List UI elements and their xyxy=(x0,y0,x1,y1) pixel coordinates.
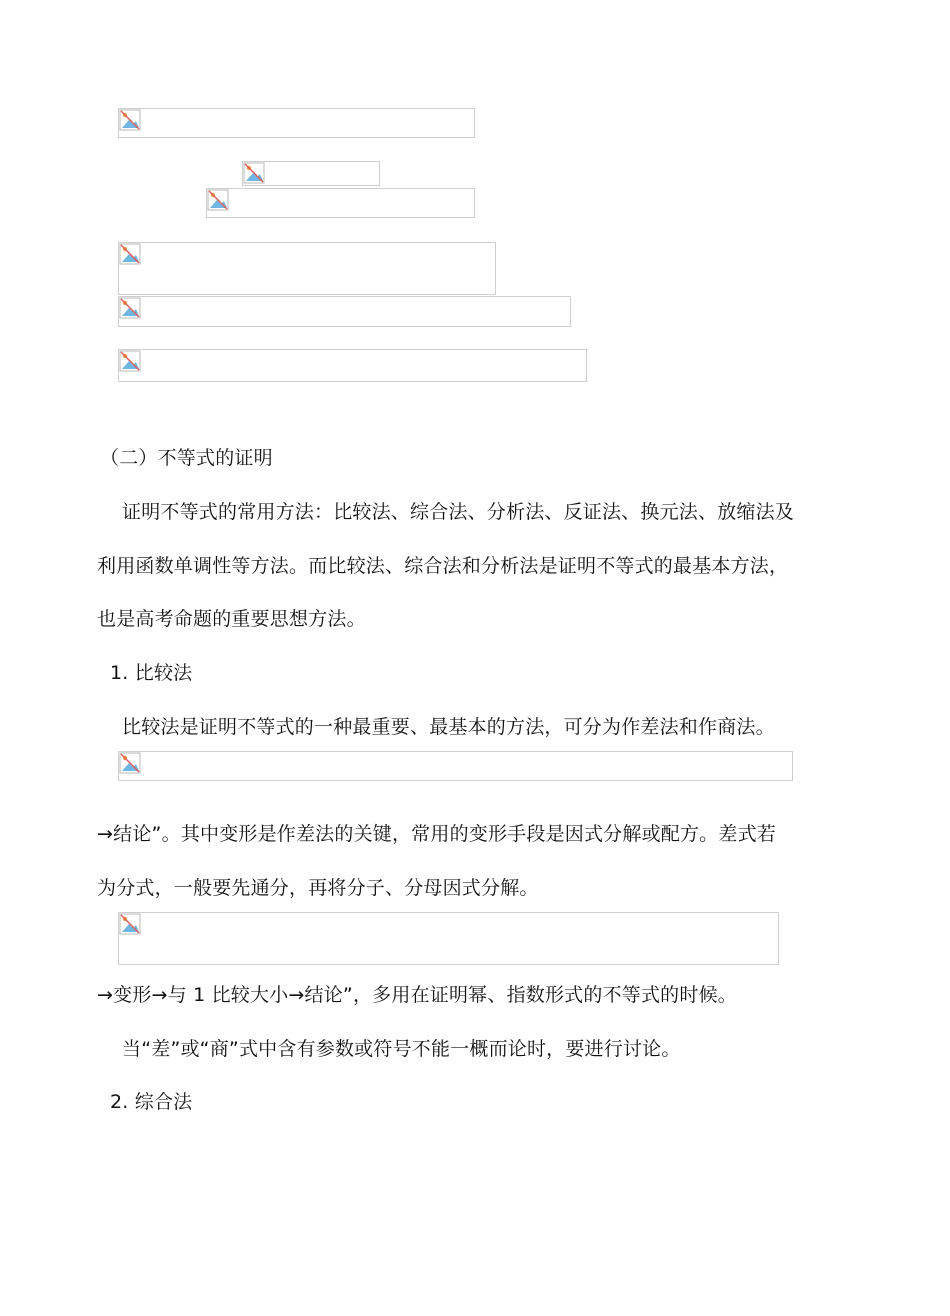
difference-method-line-1: →结论”。其中变形是作差法的关键，常用的变形手段是因式分解或配方。差式若 xyxy=(97,823,776,845)
section-heading: （二）不等式的证明 xyxy=(100,447,273,469)
discussion-note: 当“差”或“商”式中含有参数或符号不能一概而论时，要进行讨论。 xyxy=(122,1038,681,1060)
formula-image-1 xyxy=(118,108,475,138)
method1-description: 比较法是证明不等式的一种最重要、最基本的方法，可分为作差法和作商法。 xyxy=(122,716,775,738)
formula-image-8 xyxy=(118,912,779,965)
difference-method-line-2: 为分式，一般要先通分，再将分子、分母因式分解。 xyxy=(97,877,539,899)
intro-line-3: 也是高考命题的重要思想方法。 xyxy=(97,608,366,630)
intro-line-1: 证明不等式的常用方法：比较法、综合法、分析法、反证法、换元法、放缩法及 xyxy=(122,501,795,523)
intro-line-2: 利用函数单调性等方法。而比较法、综合法和分析法是证明不等式的最基本方法， xyxy=(97,555,789,577)
formula-image-2 xyxy=(242,161,380,186)
quotient-method-line: →变形→与 1 比较大小→结论”，多用在证明幂、指数形式的不等式的时候。 xyxy=(97,984,737,1006)
formula-image-3 xyxy=(206,188,475,218)
method2-heading: 2. 综合法 xyxy=(110,1091,193,1113)
method1-heading: 1. 比较法 xyxy=(110,662,193,684)
formula-image-5 xyxy=(118,296,571,327)
formula-image-4 xyxy=(118,242,496,295)
formula-image-6 xyxy=(118,349,587,382)
formula-image-7 xyxy=(118,751,793,781)
